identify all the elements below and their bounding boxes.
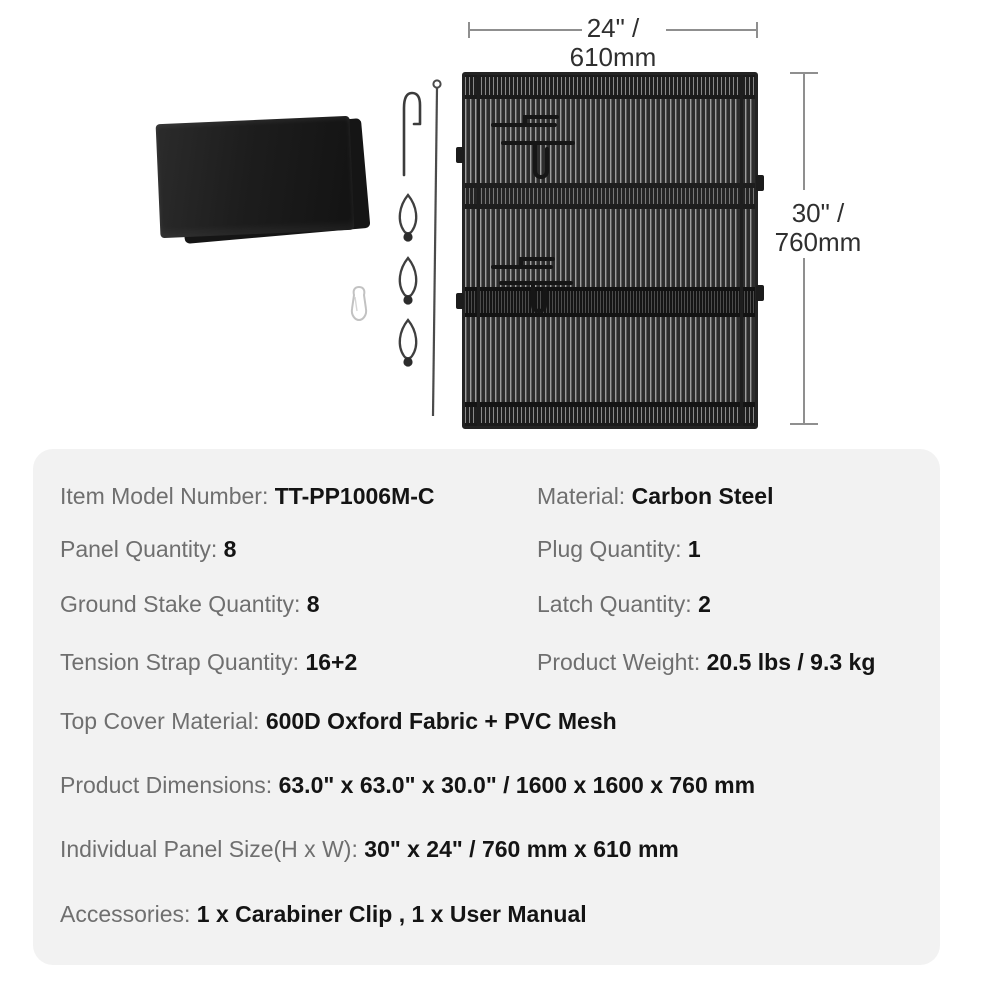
width-dim-line2: 610mm	[569, 42, 657, 72]
tension-strap-icon-2	[396, 256, 420, 308]
spec-label: Item Model Number:	[60, 483, 275, 509]
spec-label: Latch Quantity:	[537, 591, 699, 617]
spec-label: Material:	[537, 483, 632, 509]
dim-line-bottom	[803, 258, 805, 423]
panel-left-frame	[477, 75, 480, 426]
steel-rod-icon	[427, 76, 445, 420]
spec-label: Accessories:	[60, 901, 197, 927]
spec-tension-strap-quantity	[60, 646, 357, 678]
spec-label: Top Cover Material:	[60, 708, 266, 734]
spec-value: 600D Oxford Fabric + PVC Mesh	[265, 708, 617, 734]
spec-top-cover-material	[60, 705, 617, 737]
spec-plug-quantity	[537, 533, 701, 565]
spec-panel	[33, 449, 940, 965]
spec-label: Plug Quantity:	[537, 536, 688, 562]
tension-strap-icon-3	[396, 318, 420, 370]
tension-strap-icon-1	[396, 193, 420, 245]
dim-cap-bottom	[790, 423, 818, 425]
height-dimension-annotation	[774, 72, 862, 428]
width-dimension-annotation	[468, 12, 758, 78]
spec-value: TT-PP1006M-C	[274, 483, 435, 509]
fabric-fold-front	[156, 116, 355, 238]
width-dim-line1: 24" /	[586, 13, 640, 43]
height-dim-line2: 760mm	[774, 227, 862, 257]
spec-material	[537, 480, 773, 512]
carabiner-clip-icon	[348, 285, 370, 323]
spec-product-weight	[537, 646, 875, 678]
wire-panel-stack-image	[462, 72, 758, 429]
spec-value: 2	[698, 591, 711, 617]
panel-bottom-rail	[465, 402, 755, 426]
spec-value: 8	[306, 591, 320, 617]
height-dim-line1: 30" /	[791, 198, 845, 228]
door-latch-icon	[491, 253, 591, 323]
spec-value: 8	[223, 536, 237, 562]
spec-label: Panel Quantity:	[60, 536, 224, 562]
spec-value: 16+2	[305, 649, 358, 675]
spec-value: 1 x Carabiner Clip , 1 x User Manual	[196, 901, 587, 927]
spec-value: Carbon Steel	[631, 483, 774, 509]
height-dimension-label	[763, 199, 873, 257]
spec-label: Tension Strap Quantity:	[60, 649, 306, 675]
spec-value: 20.5 lbs / 9.3 kg	[706, 649, 876, 675]
door-latch-icon	[491, 109, 591, 189]
panel-right-frame	[740, 75, 743, 426]
spec-label: Ground Stake Quantity:	[60, 591, 307, 617]
spec-panel-quantity	[60, 533, 236, 565]
spec-label: Individual Panel Size(H x W):	[60, 836, 365, 862]
spec-value: 30" x 24" / 760 mm x 610 mm	[364, 836, 679, 862]
width-dimension-label	[468, 14, 758, 72]
ground-stake-hook-icon	[398, 88, 426, 178]
spec-ground-stake-quantity	[60, 588, 320, 620]
spec-label: Product Dimensions:	[60, 772, 279, 798]
spec-label: Product Weight:	[537, 649, 707, 675]
spec-latch-quantity	[537, 588, 711, 620]
hinge-tab	[456, 293, 464, 309]
hinge-tab	[456, 147, 464, 163]
dim-line-top	[803, 74, 805, 190]
spec-product-dimensions	[60, 769, 755, 801]
top-cover-fabric-image	[158, 116, 368, 244]
hinge-tab	[756, 285, 764, 301]
spec-accessories	[60, 898, 587, 930]
spec-item-model-number	[60, 480, 435, 512]
hinge-tab	[756, 175, 764, 191]
spec-individual-panel-size	[60, 833, 679, 865]
spec-value: 63.0" x 63.0" x 30.0" / 1600 x 1600 x 760 mm	[278, 772, 756, 798]
spec-value: 1	[687, 536, 701, 562]
panel-top-rail	[465, 75, 755, 99]
